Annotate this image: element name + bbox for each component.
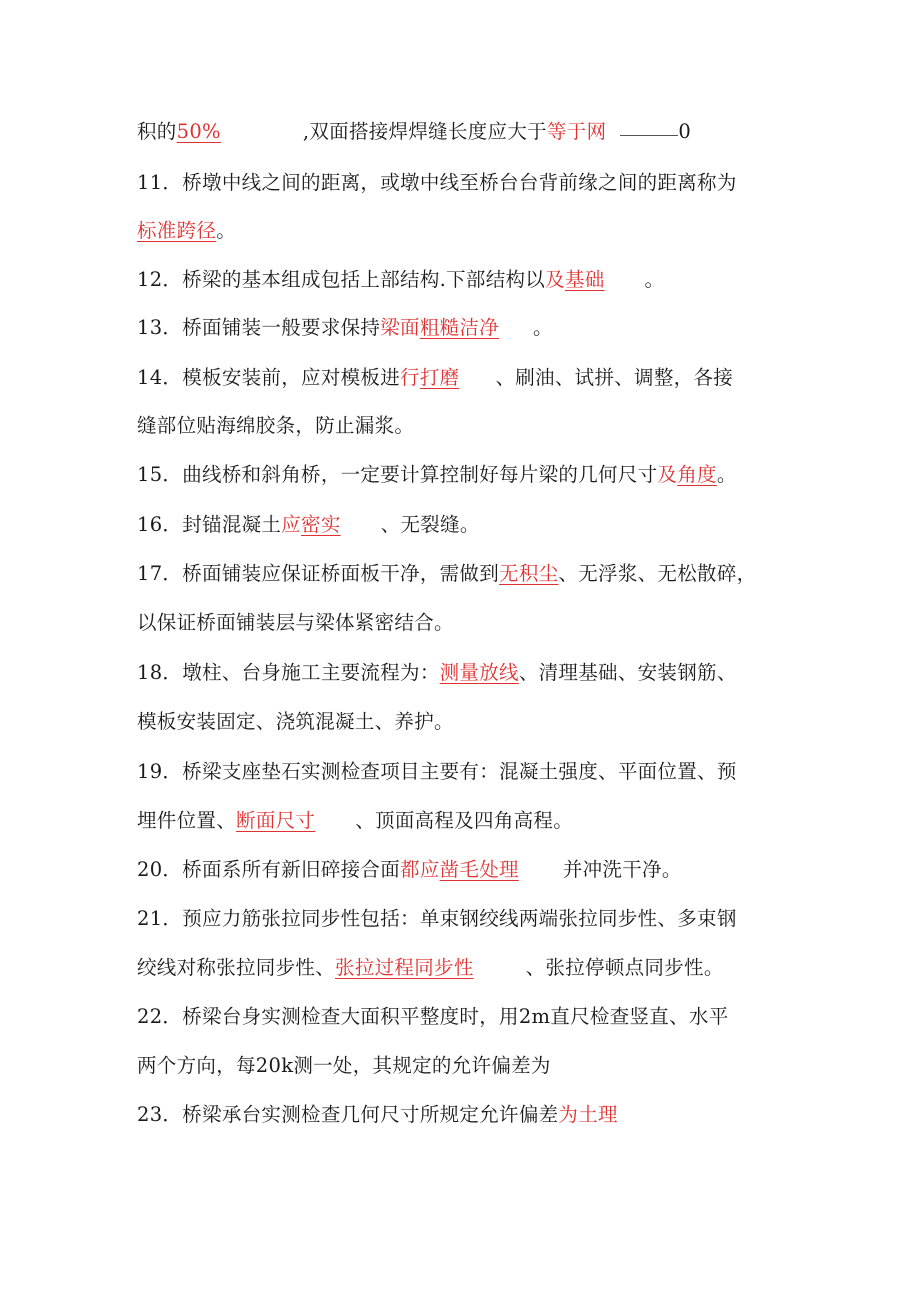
text: 缝部位贴海绵胶条，防止漏浆。 [137, 414, 415, 437]
text: 0 [678, 120, 692, 143]
answer-text: 梁面 [380, 316, 420, 339]
answer-text: 打磨 [419, 366, 460, 389]
text: 。 [216, 219, 237, 242]
text: 以保证桥面铺装层与梁体紧密结合。 [137, 611, 454, 634]
text: 17．桥面铺装应保证桥面板干净，需做到 [137, 562, 500, 585]
line-item-18-cont [137, 705, 880, 739]
answer-text: 50% [176, 120, 221, 143]
answer-text: 凿毛处理 [439, 858, 519, 881]
answer-text: 等于网 [546, 120, 607, 143]
text: 并冲洗干净。 [562, 858, 682, 881]
line-item-11 [137, 166, 880, 200]
line-item-21-cont [137, 951, 880, 985]
answer-text: 张拉过程同步性 [335, 956, 474, 979]
line-item-18 [137, 656, 880, 690]
text: 11．桥墩中线之间的距离，或墩中线至桥台台背前缘之间的距离称为 [137, 171, 737, 194]
text: 。 [533, 316, 553, 339]
answer-text: 及 [545, 268, 565, 291]
answer-text: 都应 [400, 858, 440, 881]
answer-text: 无积尘 [499, 562, 559, 585]
answer-text: 基础 [564, 268, 605, 291]
text: 两个方向，每20k测一处，其规定的允许偏差为 [137, 1054, 551, 1077]
answer-text: 应 [281, 513, 302, 536]
line-item-13 [137, 311, 880, 345]
line-item-10-cont [137, 115, 880, 149]
line-item-23 [137, 1098, 880, 1132]
line-item-21 [137, 902, 880, 936]
line-item-14 [137, 361, 880, 395]
text: 、顶面高程及四角高程。 [355, 809, 574, 832]
line-item-20 [137, 853, 880, 887]
text: 积的 [137, 120, 177, 143]
line-item-22-cont [137, 1049, 880, 1083]
text: 。 [644, 268, 665, 291]
line-item-19 [137, 755, 880, 789]
answer-text: 粗糙洁净 [419, 316, 500, 339]
line-item-16 [137, 508, 880, 542]
line-item-19-cont [137, 804, 880, 838]
text: 、无浮浆、无松散碎， [558, 562, 757, 585]
text: 18．墩柱、台身施工主要流程为： [137, 661, 440, 684]
answer-blank [620, 115, 678, 136]
text: 23．桥梁承台实测检查几何尺寸所规定允许偏差 [137, 1103, 559, 1126]
text: 绞线对称张拉同步性、 [137, 956, 336, 979]
text: 、张拉停顿点同步性。 [525, 956, 724, 979]
text: 。 [716, 463, 737, 486]
text: 、无裂缝。 [380, 513, 480, 536]
text: 19．桥梁支座垫石实测检查项目主要有：混凝土强度、平面位置、预 [137, 760, 737, 783]
answer-text: 为土理 [558, 1103, 618, 1126]
line-item-17 [137, 557, 880, 591]
text: 模板安装固定、浇筑混凝土、养护。 [137, 710, 454, 733]
answer-text: 标准跨径 [137, 219, 217, 242]
text: 22．桥梁台身实测检查大面积平整度时，用2m直尺检查竖直、水平 [137, 1005, 729, 1028]
text: 埋件位置、 [137, 809, 237, 832]
text: 21．预应力筋张拉同步性包括：单束钢绞线两端张拉同步性、多束钢 [137, 907, 737, 930]
answer-text: 行 [400, 366, 420, 389]
text: 15．曲线桥和斜角桥，一定要计算控制好每片梁的几何尺寸 [137, 463, 658, 486]
line-item-22 [137, 1000, 880, 1034]
line-item-15 [137, 458, 880, 492]
answer-text: 及 [657, 463, 678, 486]
text: 16．封锚混凝土 [137, 513, 282, 536]
answer-text: 测量放线 [439, 661, 519, 684]
answer-text: 角度 [677, 463, 717, 486]
text: 12．桥梁的基本组成包括上部结构.下部结构以 [137, 268, 546, 291]
line-item-12 [137, 263, 880, 297]
text: 13．桥面铺装一般要求保持 [137, 316, 381, 339]
text: 、刷油、试拼、调整，各接 [495, 366, 734, 389]
text: 、清理基础、安装钢筋、 [518, 661, 737, 684]
text: 14．模板安装前，应对模板进 [137, 366, 401, 389]
text: ,双面搭接焊焊缝长度应大于 [302, 120, 547, 143]
answer-text: 断面尺寸 [236, 809, 316, 832]
text: 20．桥面系所有新旧碎接合面 [137, 858, 401, 881]
line-item-17-cont [137, 606, 880, 640]
answer-text: 密实 [301, 513, 341, 536]
line-item-11-cont [137, 214, 880, 248]
line-item-14-cont [137, 409, 880, 443]
